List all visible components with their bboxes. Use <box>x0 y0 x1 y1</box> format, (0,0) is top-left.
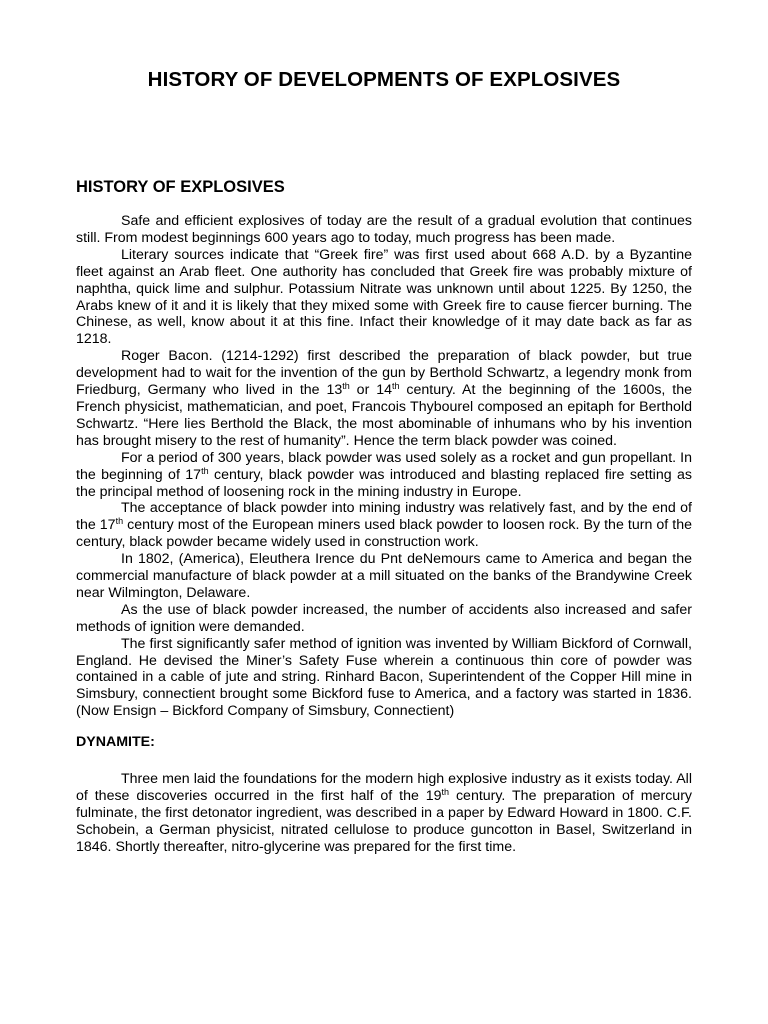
paragraph: As the use of black powder increased, the number of accidents also increased and safer methods of ignition were demanded. <box>76 601 692 635</box>
section-heading-dynamite: DYNAMITE: <box>76 734 155 751</box>
section-heading-history: HISTORY OF EXPLOSIVES <box>76 178 285 196</box>
paragraph: Literary sources indicate that “Greek fire” was first used about 668 A.D. by a Byzantine fleet against an Arab fleet. One authority has concluded that Greek fire was probably mixture of naphtha, quick lime and sulphur. Potassium Nitrate was unknown until about 1225. By 1250, the Arabs knew of it and it is likely that they mixed some with Greek fire to cause fiercer burning. The Chinese, as well, know about it at this fine. Infact their knowledge of it may date back as far as 1218. <box>76 246 692 348</box>
paragraph: The acceptance of black powder into mining industry was relatively fast, and by the end of the 17th century most of the European miners used black powder to loosen rock. By the turn of the century, black powder became widely used in construction work. <box>76 500 692 551</box>
section-body-history <box>76 213 692 720</box>
paragraph: Safe and efficient explosives of today are the result of a gradual evolution that continues still. From modest beginnings 600 years ago to today, much progress has been made. <box>76 213 692 246</box>
paragraph: The first significantly safer method of ignition was invented by William Bickford of Cornwall, England. He devised the Miner’s Safety Fuse wherein a continuous thin core of powder was contained in a cable of jute and string. Rinhard Bacon, Superintendent of the Copper Hill mine in Simsbury, connectient brought some Bickford fuse to America, and a factory was started in 1836. (Now Ensign – Bickford Company of Simsbury, Connectient) <box>76 635 692 720</box>
paragraph: Three men laid the foundations for the modern high explosive industry as it exists today. All of these discoveries occurred in the first half of the 19th century. The preparation of mercury fulminate, the first detonator ingredient, was described in a paper by Edward Howard in 1800. C.F. Schobein, a German physicist, nitrated cellulose to produce guncotton in Basel, Switzerland in 1846. Shortly thereafter, nitro-glycerine was prepared for the first time. <box>76 771 693 855</box>
paragraph: In 1802, (America), Eleuthera Irence du Pnt deNemours came to America and began the commercial manufacture of black powder at a mill situated on the banks of the Brandywine Creek near Wilmington, Delaware. <box>76 551 692 601</box>
document-title: HISTORY OF DEVELOPMENTS OF EXPLOSIVES <box>147 68 621 91</box>
paragraph: Roger Bacon. (1214-1292) first described the preparation of black powder, but true development had to wait for the invention of the gun by Berthold Schwartz, a legendry monk from Friedburg, Germany who lived in the 13th or 14th century. At the beginning of the 1600s, the French physicist, mathematician, and poet, Francois Thybourel composed an epitaph for Berthold Schwartz. “Here lies Berthold the Black, the most abominable of inhumans who by his invention has brought misery to the rest of humanity”. Hence the term black powder was coined. <box>76 348 693 449</box>
paragraph: For a period of 300 years, black powder was used solely as a rocket and gun propellant. In the beginning of 17th century, black powder was introduced and blasting replaced fire setting as the principal method of loosening rock in the mining industry in Europe. <box>76 449 692 500</box>
section-body-dynamite <box>76 771 692 856</box>
